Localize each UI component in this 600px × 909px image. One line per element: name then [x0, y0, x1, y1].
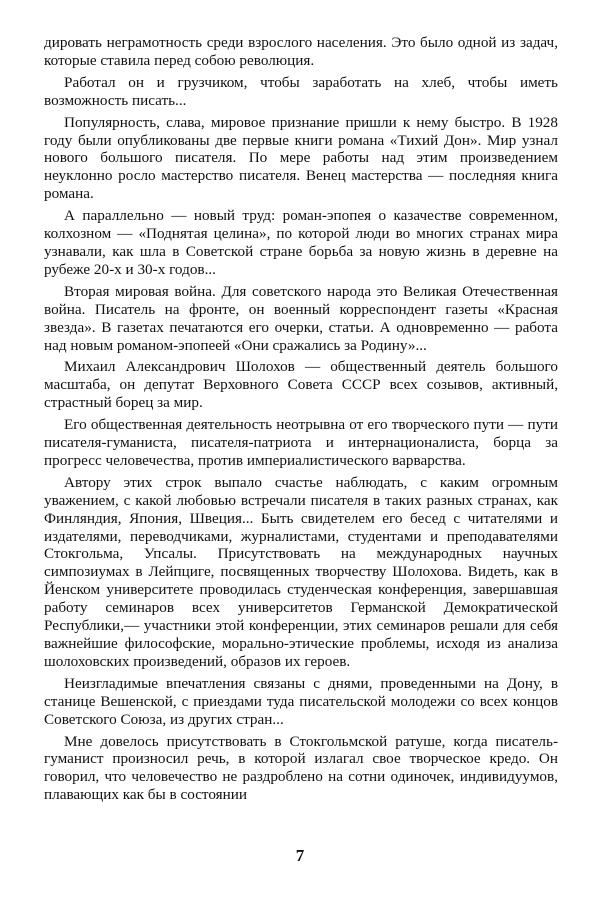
paragraph-5: Вторая мировая война. Для советского народа это Великая Отечественная война. Писатель на фронте, он военный корреспондент газеты «Красная звезда». В газетах печатаются его очерки, статьи. А одновременно — работа над новым романом-эпопеей «Они сражались за Родину»...	[44, 282, 558, 354]
paragraph-3: Популярность, слава, мировое признание пришли к нему быстро. В 1928 году были опубликованы две первые книги романа «Тихий Дон». Мир узнал нового большого писателя. По мере работы над этим произведением неуклонно росло мастерство писателя. Венец мастерства — последняя книга романа.	[44, 113, 558, 203]
paragraph-9: Неизгладимые впечатления связаны с днями, проведенными на Дону, в станице Вешенской, с приездами туда писательской молодежи со всех концов Советского Союза, из других стран...	[44, 674, 558, 728]
page-number: 7	[295, 846, 305, 865]
page-text-body	[44, 34, 558, 808]
paragraph-4: А параллельно — новый труд: роман-эпопея о казачестве современном, колхозном — «Поднятая целина», по которой люди во многих странах мира узнавали, как шла в Советской стране борьба за новую жизнь в деревне на рубеже 20-х и 30-х годов...	[44, 207, 558, 278]
paragraph-1: дировать неграмотность среди взрослого населения. Это было одной из задач, которые ставила перед собою революция.	[44, 34, 558, 69]
paragraph-8: Автору этих строк выпало счастье наблюдать, с каким огромным уважением, с какой любовью встречали писателя в таких разных странах, как Финляндия, Япония, Швеция... Быть свидетелем его бесед с читателями и издателями, переводчиками, журналистами, студентами и преподавателями Стокгольма, Упсалы. Присутствовать на международных научных симпозиумах в Лейпциге, посвященных творчеству Шолохова. Видеть, как в Йенском университете проводилась студенческая конференция, завершавшая работу семинаров всех университетов Германской Демократической Республики,— участники этой конференции, этих семинаров решали для себя важнейшие философские, морально-этические проблемы, исходя из анализа шолоховских произведений, образов их героев.	[44, 473, 558, 670]
paragraph-2: Работал он и грузчиком, чтобы заработать на хлеб, чтобы иметь возможность писать...	[44, 73, 558, 109]
paragraph-7: Его общественная деятельность неотрывна от его творческого пути — пути писателя-гуманиста, писателя-патриота и интернационалиста, борца за прогресс человечества, против империалистического варварства.	[44, 416, 558, 469]
paragraph-10: Мне довелось присутствовать в Стокгольмской ратуше, когда писатель-гуманист произносил речь, в которой излагал свое творческое кредо. Он говорил, что человечество не раздроблено на сотни одиночек, индивидуумов, плавающих как бы в состоянии	[44, 732, 558, 804]
paragraph-6: Михаил Александрович Шолохов — общественный деятель большого масштаба, он депутат Верховного Совета СССР всех созывов, активный, страстный борец за мир.	[44, 358, 558, 412]
